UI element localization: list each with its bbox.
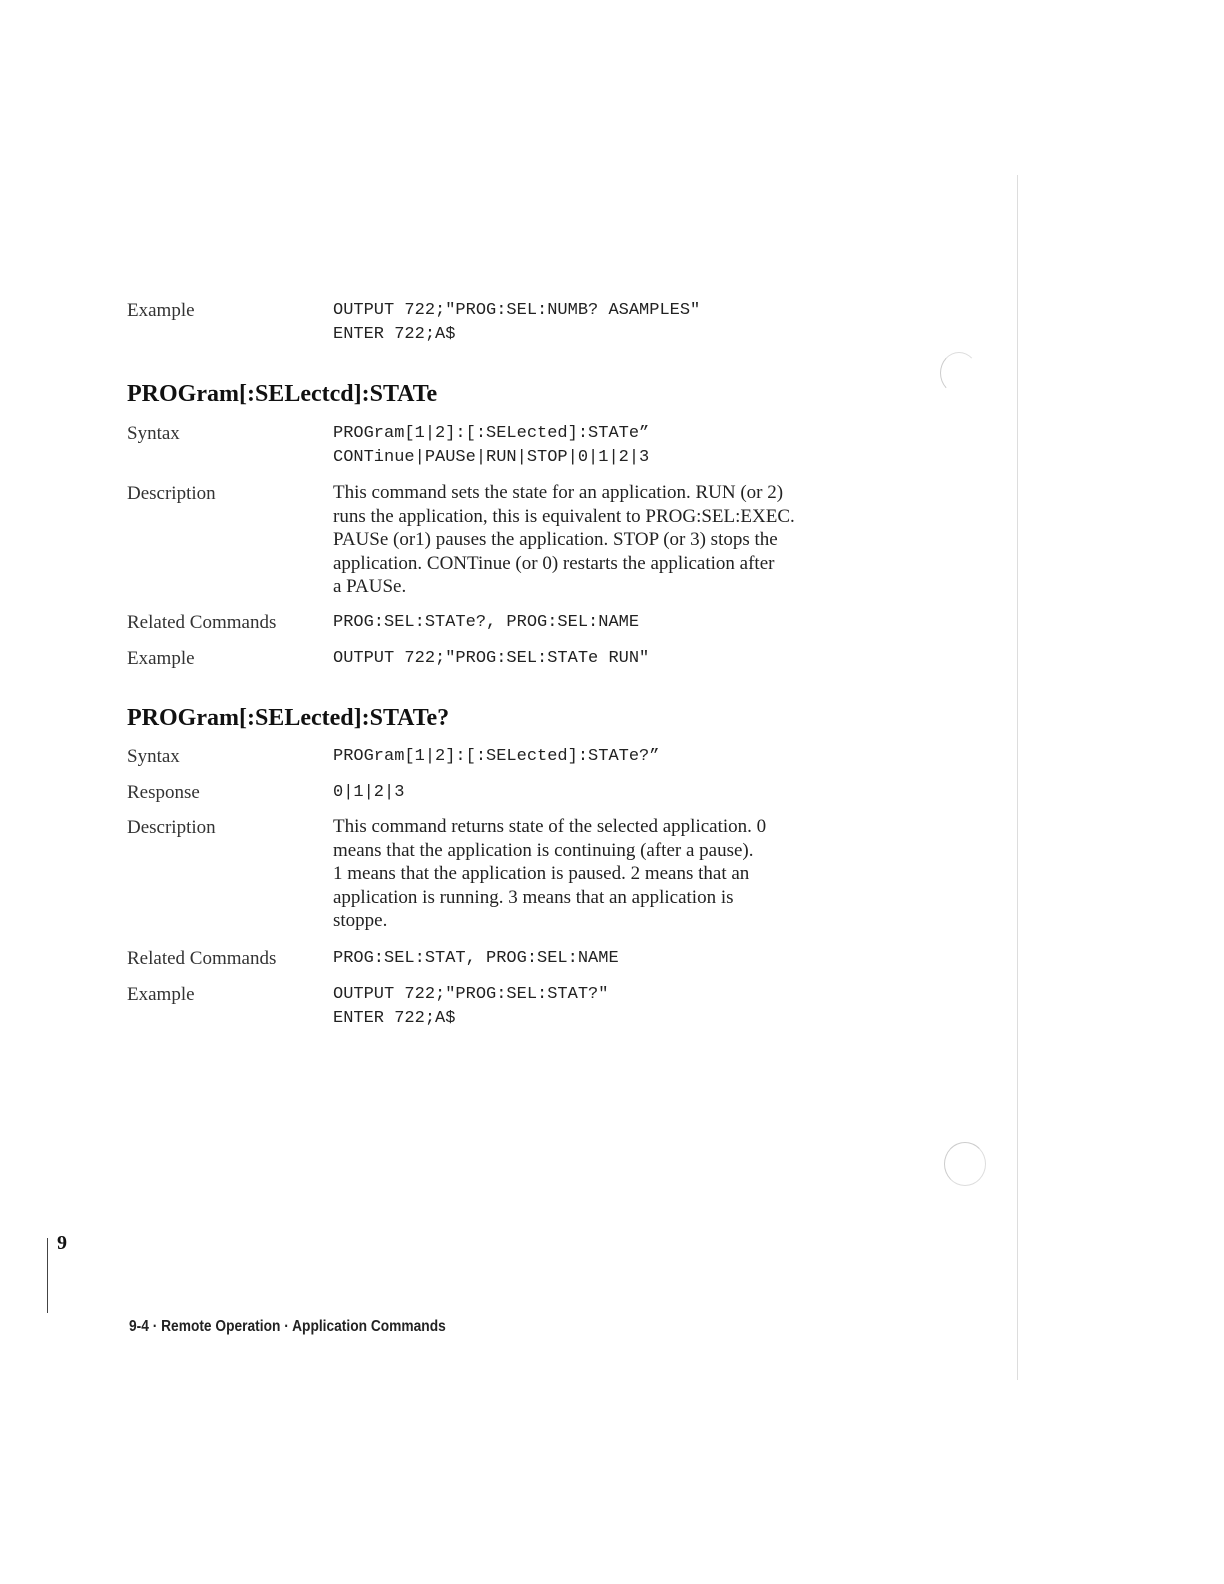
syntax-line: PROGram[1|2]:[:SELected]:STATe” — [333, 424, 650, 443]
description-text — [333, 815, 883, 933]
example-code-line: ENTER 722;A$ — [333, 325, 456, 344]
example-code-line: OUTPUT 722;"PROG:SEL:NUMB? ASAMPLES" — [333, 301, 701, 320]
section-heading-state: PROGram[:SELectcd]:STATe — [127, 381, 438, 407]
related-commands-label: Related Commands — [127, 612, 277, 633]
description-line: a PAUSe. — [333, 576, 407, 597]
example-code-line: OUTPUT 722;"PROG:SEL:STAT?" — [333, 985, 609, 1004]
binder-hole-mark — [944, 1142, 986, 1186]
section-heading-state-query: PROGram[:SELected]:STATe? — [127, 705, 450, 731]
description-line: This command returns state of the selected application. 0 — [333, 816, 767, 837]
example-code-line: ENTER 722;A$ — [333, 1009, 456, 1028]
syntax-line: CONTinue|PAUSe|RUN|STOP|0|1|2|3 — [333, 448, 650, 467]
syntax-label: Syntax — [127, 423, 180, 444]
example-label: Example — [127, 984, 195, 1005]
example-code-line: OUTPUT 722;"PROG:SEL:STATe RUN" — [333, 649, 650, 668]
description-line: stoppe. — [333, 910, 388, 931]
page-footer: 9-4 · Remote Operation · Application Commands — [129, 1318, 446, 1335]
description-line: application. CONTinue (or 0) restarts the application after — [333, 552, 775, 574]
description-line: 1 means that the application is paused. 2 means that an — [333, 863, 750, 884]
description-line: application is running. 3 means that an application is — [333, 886, 734, 908]
related-commands-label: Related Commands — [127, 948, 277, 969]
page-edge-line — [1017, 175, 1018, 1380]
description-line: This command sets the state for an application. RUN (or 2) — [333, 482, 784, 503]
chapter-number: 9 — [57, 1232, 67, 1254]
related-commands-value: PROG:SEL:STAT, PROG:SEL:NAME — [333, 949, 619, 968]
description-label: Description — [127, 817, 216, 838]
description-line: PAUSe (or1) pauses the application. STOP (or 3) stops the — [333, 529, 778, 550]
description-text — [333, 481, 883, 599]
description-label: Description — [127, 483, 216, 504]
chapter-tab-bar — [47, 1238, 48, 1313]
response-value: 0|1|2|3 — [333, 783, 405, 802]
description-line: runs the application, this is equivalent to PROG:SEL:EXEC. — [333, 505, 795, 527]
binder-hole-mark — [940, 352, 978, 394]
example-label: Example — [127, 300, 195, 321]
example-label: Example — [127, 648, 195, 669]
response-label: Response — [127, 782, 200, 803]
syntax-line: PROGram[1|2]:[:SELected]:STATe?” — [333, 747, 660, 766]
description-line: means that the application is continuing (after a pause). — [333, 839, 754, 861]
syntax-label: Syntax — [127, 746, 180, 767]
related-commands-value: PROG:SEL:STATe?, PROG:SEL:NAME — [333, 613, 640, 632]
